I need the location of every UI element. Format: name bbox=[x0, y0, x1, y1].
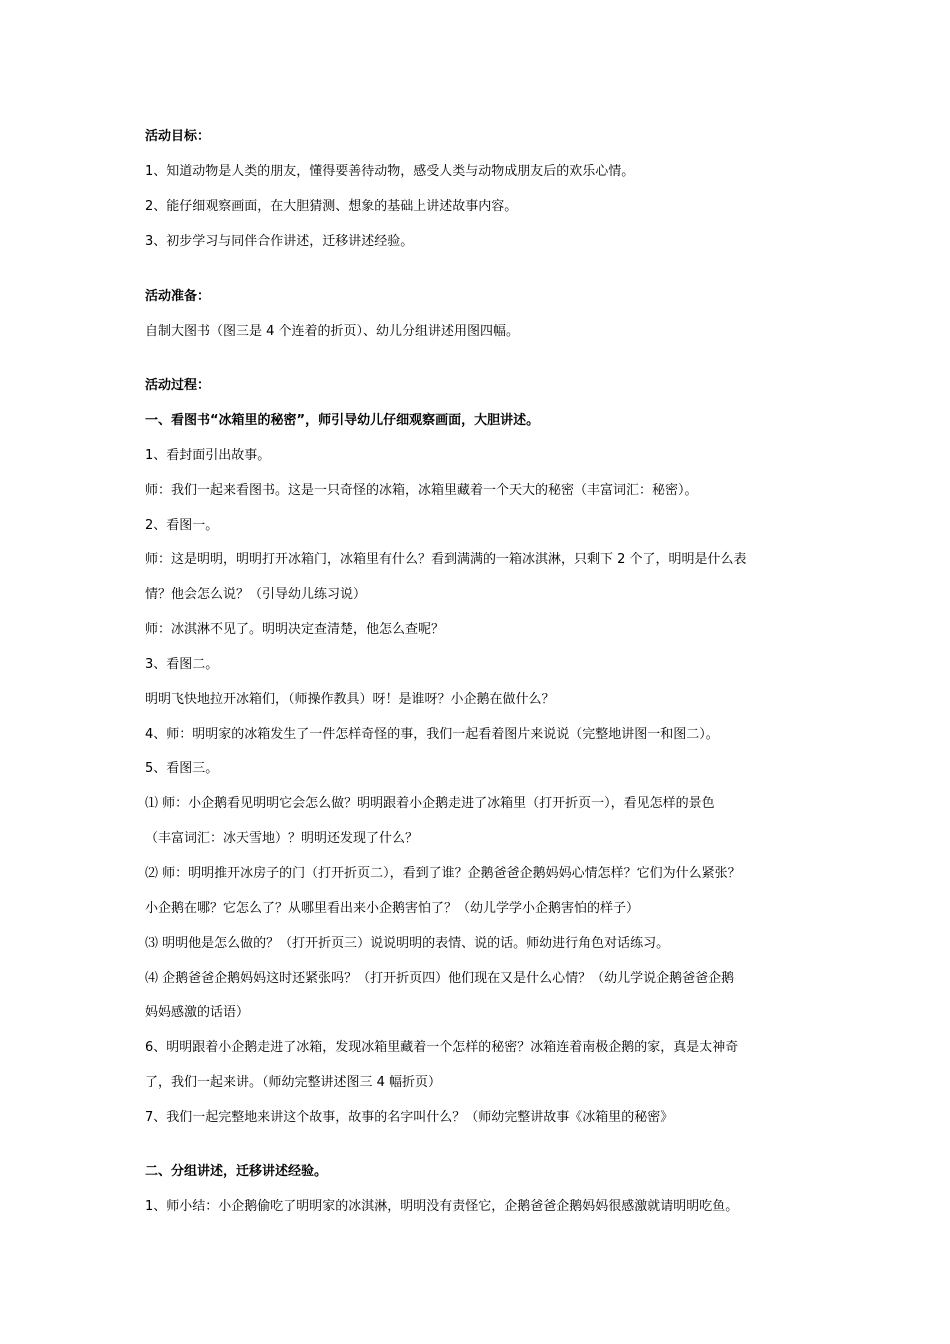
paragraph: ⑷ 企鹅爸爸企鹅妈妈这时还紧张吗？（打开折页四）他们现在又是什么心情？（幼儿学说企鹅爸爸企鹅 bbox=[145, 971, 735, 986]
paragraph: 3、看图二。 bbox=[145, 657, 219, 672]
paragraph: ⑶ 明明他是怎么做的？（打开折页三）说说明明的表情、说的话。师幼进行角色对话练习。 bbox=[145, 936, 670, 951]
paragraph: 情？他会怎么说？（引导幼儿练习说） bbox=[145, 587, 367, 602]
paragraph: ⑵ 师：明明推开冰房子的门（打开折页二），看到了谁？企鹅爸爸企鹅妈妈心情怎样？它们为什么紧张？ bbox=[145, 866, 741, 881]
paragraph: 1、师小结：小企鹅偷吃了明明家的冰淇淋，明明没有责怪它，企鹅爸爸企鹅妈妈很感激就请明明吃鱼。 bbox=[145, 1199, 739, 1214]
paragraph: 7、我们一起完整地来讲这个故事，故事的名字叫什么？（师幼完整讲故事《冰箱里的秘密》 bbox=[145, 1110, 674, 1125]
paragraph: ⑴ 师：小企鹅看见明明它会怎么做？明明跟着小企鹅走进了冰箱里（打开折页一），看见怎样的景色 bbox=[145, 796, 715, 811]
goal-item: 3、初步学习与同伴合作讲述，迁移讲述经验。 bbox=[145, 234, 414, 249]
goals-heading: 活动目标： bbox=[145, 129, 211, 144]
paragraph: 5、看图三。 bbox=[145, 761, 219, 776]
goal-item: 1、知道动物是人类的朋友，懂得要善待动物，感受人类与动物成朋友后的欢乐心情。 bbox=[145, 164, 635, 179]
paragraph: 明明飞快地拉开冰箱们，（师操作教具）呀！是谁呀？小企鹅在做什么？ bbox=[145, 692, 555, 707]
part1-heading: 一、看图书“冰箱里的秘密”，师引导幼儿仔细观察画面，大胆讲述。 bbox=[145, 413, 540, 428]
prep-text: 自制大图书（图三是 4 个连着的折页）、幼儿分组讲述用图四幅。 bbox=[145, 324, 520, 339]
paragraph: 师：冰淇淋不见了。明明决定查清楚，他怎么查呢？ bbox=[145, 622, 445, 637]
prep-heading: 活动准备： bbox=[145, 289, 211, 304]
process-heading: 活动过程： bbox=[145, 378, 211, 393]
paragraph: 师：这是明明，明明打开冰箱门，冰箱里有什么？看到满满的一箱冰淇淋，只剩下 2 个了，明明是什么表 bbox=[145, 552, 747, 567]
paragraph: 4、师：明明家的冰箱发生了一件怎样奇怪的事，我们一起看着图片来说说（完整地讲图一和图二）。 bbox=[145, 727, 719, 742]
part2-heading: 二、分组讲述，迁移讲述经验。 bbox=[145, 1164, 328, 1179]
goal-item: 2、能仔细观察画面，在大胆猜测、想象的基础上讲述故事内容。 bbox=[145, 199, 518, 214]
paragraph: 小企鹅在哪？它怎么了？从哪里看出来小企鹅害怕了？（幼儿学学小企鹅害怕的样子） bbox=[145, 901, 640, 916]
paragraph: 师：我们一起来看图书。这是一只奇怪的冰箱，冰箱里藏着一个天大的秘密（丰富词汇：秘密）。 bbox=[145, 483, 698, 498]
paragraph: 妈妈感激的话语） bbox=[145, 1005, 250, 1020]
paragraph: 1、看封面引出故事。 bbox=[145, 448, 271, 463]
paragraph: 2、看图一。 bbox=[145, 518, 219, 533]
paragraph: 6、明明跟着小企鹅走进了冰箱，发现冰箱里藏着一个怎样的秘密？冰箱连着南极企鹅的家，真是太神奇 bbox=[145, 1040, 739, 1055]
paragraph: （丰富词汇：冰天雪地）？明明还发现了什么？ bbox=[145, 831, 419, 846]
paragraph: 了，我们一起来讲。（师幼完整讲述图三 4 幅折页） bbox=[145, 1075, 442, 1090]
